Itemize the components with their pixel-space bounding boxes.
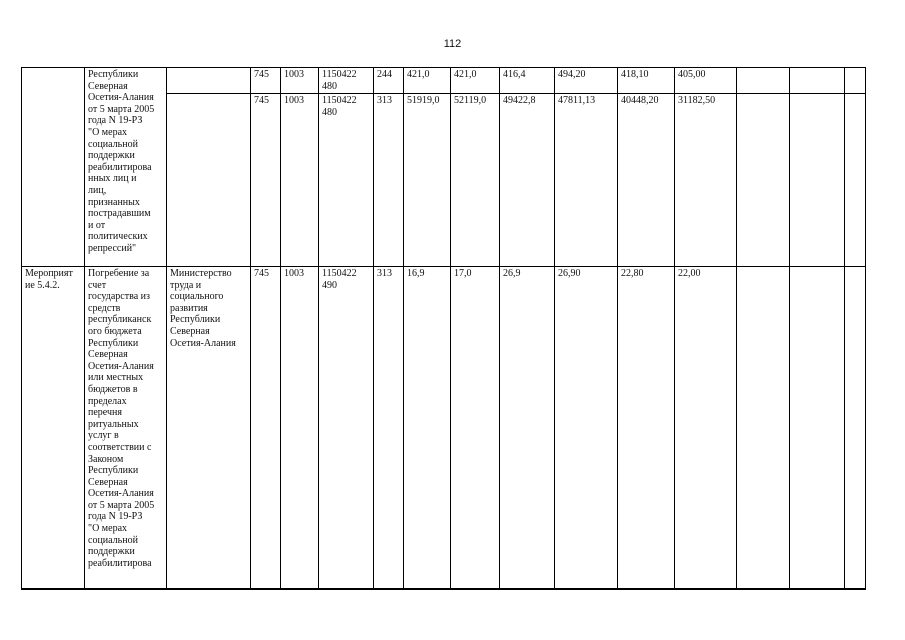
cell-empty — [790, 68, 845, 94]
cell-value: 418,10 — [618, 68, 675, 94]
cell-rz-pr: 1003 — [281, 267, 319, 589]
cell-value: 22,00 — [675, 267, 737, 589]
table-row — [22, 68, 866, 94]
cell-vr: 313 — [374, 94, 404, 267]
cell-value: 405,00 — [675, 68, 737, 94]
cell-event-description: Погребение за счет государства из средств республиканск ого бюджета Республики Северная Осетия-Алания или местных бюджетов в пределах перечня ритуальных услуг в соответствии с Законом Республики Северная Осетия-Алания от 5 марта 2005 года N 19-РЗ "О мерах социальной поддержки реабилитирова — [85, 267, 167, 589]
cell-empty — [845, 94, 866, 267]
cell-empty — [790, 94, 845, 267]
cell-value: 26,90 — [555, 267, 618, 589]
cell-empty — [737, 94, 790, 267]
table-row — [22, 267, 866, 589]
cell-vr: 313 — [374, 267, 404, 589]
cell-value: 421,0 — [451, 68, 500, 94]
cell-responsible — [167, 68, 251, 94]
cell-value: 26,9 — [500, 267, 555, 589]
cell-responsible — [167, 94, 251, 267]
page-number: 112 — [443, 38, 462, 50]
cell-responsible: Министерство труда и социального развития Республики Северная Осетия-Алания — [167, 267, 251, 589]
cell-empty — [845, 267, 866, 589]
cell-rz-pr: 1003 — [281, 68, 319, 94]
cell-event-empty — [22, 68, 85, 267]
cell-empty — [737, 267, 790, 589]
cell-value: 421,0 — [404, 68, 451, 94]
cell-value: 52119,0 — [451, 94, 500, 267]
cell-vr: 244 — [374, 68, 404, 94]
cell-csr: 1150422 480 — [319, 68, 374, 94]
cell-csr: 1150422 490 — [319, 267, 374, 589]
cell-value: 40448,20 — [618, 94, 675, 267]
cell-event-id: Мероприят ие 5.4.2. — [22, 267, 85, 589]
cell-value: 22,80 — [618, 267, 675, 589]
cell-rz-pr: 1003 — [281, 94, 319, 267]
cell-grbs: 745 — [251, 94, 281, 267]
cell-csr: 1150422 480 — [319, 94, 374, 267]
cell-value: 51919,0 — [404, 94, 451, 267]
cell-value: 16,9 — [404, 267, 451, 589]
cell-grbs: 745 — [251, 267, 281, 589]
cell-empty — [845, 68, 866, 94]
cell-value: 47811,13 — [555, 94, 618, 267]
cell-empty — [737, 68, 790, 94]
cell-grbs: 745 — [251, 68, 281, 94]
cell-event-description: Республики Северная Осетия-Алания от 5 марта 2005 года N 19-РЗ "О мерах социальной поддержки реабилитирова нных лиц и лиц, признанных пострадавшим и от политических репрессий" — [85, 68, 167, 267]
cell-value: 31182,50 — [675, 94, 737, 267]
budget-table — [21, 67, 866, 590]
cell-value: 49422,8 — [500, 94, 555, 267]
cell-value: 17,0 — [451, 267, 500, 589]
cell-empty — [790, 267, 845, 589]
cell-value: 416,4 — [500, 68, 555, 94]
cell-value: 494,20 — [555, 68, 618, 94]
